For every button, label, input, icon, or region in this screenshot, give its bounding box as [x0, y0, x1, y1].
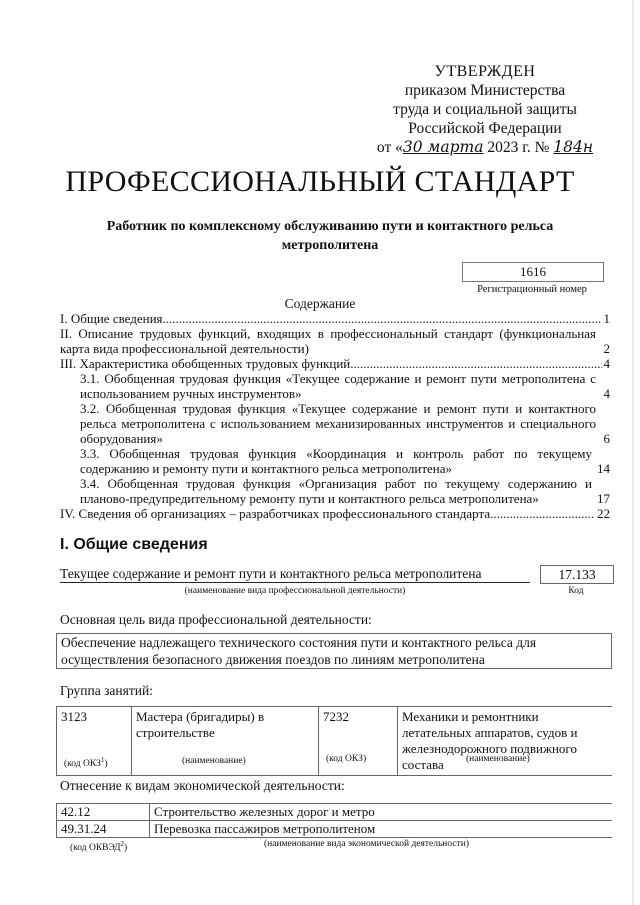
toc-item-text: 3.2. Обобщенная трудовая функция «Текущее содержание и ремонт пути и контактного рельса метрополитена с использованием механизированных инструментов и специального оборудования»: [80, 401, 596, 446]
toc-item-page: 4: [603, 356, 610, 371]
approval-line: приказом Министерства: [404, 82, 566, 99]
toc-item[interactable]: [60, 476, 610, 506]
document-subtitle: Работник по комплексному обслуживанию пути и контактного рельса метрополитена: [106, 219, 554, 253]
scan-edge: [632, 0, 634, 905]
toc-item[interactable]: [60, 446, 610, 476]
toc-item-text: 3.1. Обобщенная трудовая функция «Текущее содержание и ремонт пути метрополитена с использованием ручных инструментов»: [80, 371, 596, 401]
group-name: Механики и ремонтники летательных аппаратов, судов и железнодорожного подвижного состава: [398, 707, 613, 776]
handwritten-date: 30 марта: [402, 138, 484, 156]
registration-number: 1616: [462, 262, 604, 282]
group-name: Мастера (бригадиры) в строительстве: [132, 707, 319, 776]
group-label: Группа занятий:: [60, 683, 153, 698]
toc-item[interactable]: [60, 326, 610, 356]
date-prefix: от «: [376, 139, 403, 156]
toc-item-page: 17: [597, 491, 610, 506]
code-caption: Код: [568, 586, 584, 596]
group-code: 7232: [319, 707, 398, 776]
okved-name: Строительство железных дорог и метро: [150, 804, 613, 821]
okved-name: Перевозка пассажиров метрополитеном: [150, 821, 613, 838]
toc-item-page: 22: [597, 506, 610, 521]
toc-item-page: 1: [603, 311, 610, 326]
registration-label: Регистрационный номер: [477, 284, 587, 295]
okved-code: 42.12: [57, 804, 150, 821]
goal-label: Основная цель вида профессиональной деятельности:: [60, 612, 372, 627]
group-caption-code2: (код ОКЗ): [326, 754, 367, 764]
toc-item-page: 14: [597, 461, 610, 476]
toc-item-page: 2: [603, 341, 610, 356]
toc-item[interactable]: [60, 371, 610, 401]
toc-item-text: 3.4. Обобщенная трудовая функция «Организация работ по текущему содержанию и планово-предупредительному ремонту пути и контактного рельса метрополитена»: [80, 476, 592, 506]
toc-item[interactable]: [60, 401, 610, 446]
approval-line: труда и социальной защиты: [393, 101, 577, 118]
toc-item-text: IV. Сведения об организациях – разработчиках профессионального стандарта: [60, 506, 491, 521]
group-caption-code1: (код ОКЗ$^1$): [64, 756, 108, 770]
toc-item-text: II. Описание трудовых функций, входящих в профессиональный стандарт (функциональная карта вида профессиональной деятельности): [60, 326, 596, 356]
toc-item[interactable]: [60, 506, 610, 521]
section-heading: I. Общие сведения: [60, 536, 208, 553]
date-suffix: 2023 г. №: [483, 139, 550, 156]
toc-item[interactable]: [60, 356, 610, 371]
underline: [60, 582, 530, 583]
group-caption-name1: (наименование): [182, 756, 246, 766]
toc-item-text: III. Характеристика обобщенных трудовых функций: [60, 356, 351, 371]
group-code: 3123: [57, 707, 132, 776]
toc-item[interactable]: [60, 311, 610, 326]
toc-item-page: 6: [603, 431, 610, 446]
okved-code: 49.31.24: [57, 821, 150, 838]
okved-caption-name: (наименование вида экономической деятельности): [264, 839, 469, 849]
approval-title: УТВЕРЖДЕН: [434, 63, 536, 80]
activity-code: 17.133: [540, 565, 614, 584]
table-of-contents: [60, 311, 610, 521]
toc-item-page: 4: [603, 386, 610, 401]
approval-date: [360, 138, 610, 157]
handwritten-number: 184н: [553, 138, 594, 156]
approval-block: [360, 62, 610, 157]
activity-name: Текущее содержание и ремонт пути и контактного рельса метрополитена: [60, 566, 482, 581]
toc-heading: Содержание: [284, 296, 356, 311]
toc-item-text: I. Общие сведения: [60, 311, 163, 326]
toc-item-text: 3.3. Обобщенная трудовая функция «Координация и контроль работ по текущему содержанию и ремонту пути и контактного рельса метрополитена»: [80, 446, 592, 476]
group-caption-name2: (наименование): [466, 754, 530, 764]
okved-label: Отнесение к видам экономической деятельности:: [60, 778, 345, 793]
okved-caption-code: (код ОКВЭД$^2$): [70, 840, 128, 854]
activity-name-caption: (наименование вида профессиональной деятельности): [184, 586, 406, 596]
document-title: ПРОФЕССИОНАЛЬНЫЙ СТАНДАРТ: [65, 165, 575, 198]
okved-table: [56, 803, 612, 838]
goal-text: Обеспечение надлежащего технического состояния пути и контактного рельса для осуществления безопасного движения поездов по линиям метрополитена: [56, 633, 612, 669]
approval-line: Российской Федерации: [408, 120, 562, 137]
occupation-group-table: [56, 706, 612, 776]
